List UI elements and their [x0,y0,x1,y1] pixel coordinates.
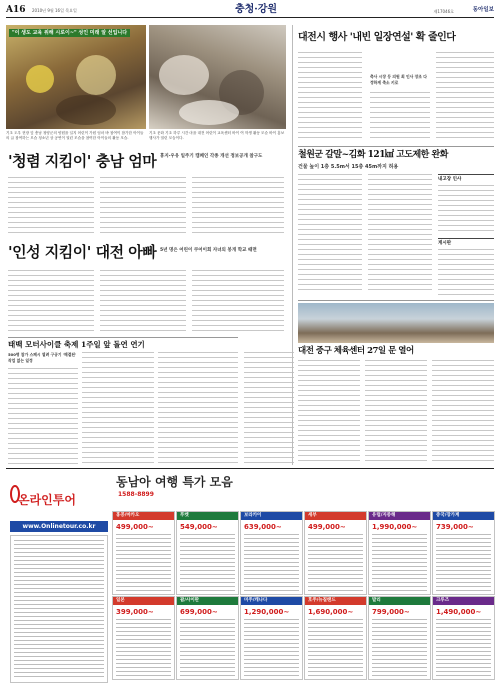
ad-cell-price: 499,000~ [308,523,346,531]
ad-cell-label: 보라카이 [241,512,302,520]
story2-body-col2 [100,270,186,334]
edition-number: 제17046호 [433,9,454,14]
story1-body-col1 [8,177,94,235]
right-story2-headline: 철원군 갈말~김화 121㎢ 고도제한 완화 [298,150,448,160]
right-story3-headline: 대전 중구 체육센터 27일 문 열어 [298,346,414,356]
section-title: 충청·강원 [234,4,278,15]
ad-cell [432,511,495,595]
ad-cell [304,596,367,680]
date-line: 2010년 9월 16일 목요일 [32,8,77,13]
advertisement-area [6,468,494,686]
story1-headline: '청렴 지킴이' 충남 엄마 [8,152,157,170]
right-story2-body-col1 [298,174,362,294]
photo-moms-event [6,25,146,129]
info-box-title: 내고장 인사 [438,177,462,182]
ad-cell-label: 홍콩/마카오 [113,512,174,520]
ad-cell-label: 일본 [113,597,174,605]
ad-banner-phone: 1588-8899 [118,491,154,498]
divider [298,146,494,147]
photo-block [6,25,286,140]
story1-body-col2 [100,177,186,235]
ad-cell-price: 1,690,000~ [308,608,354,616]
right-story1-body-col3 [436,52,494,142]
right-story2-body-col2 [368,174,432,294]
ad-cell-price: 799,000~ [372,608,410,616]
ad-banner-title: 동남아 여행 특가 모음 [116,475,233,489]
story1-body-col3 [192,177,284,235]
ad-cell [368,596,431,680]
ad-cell-label: 유럽/지중해 [369,512,430,520]
story2-headline: '인성 지킴이' 대전 아빠 [8,243,157,261]
ad-cell-price: 1,990,000~ [372,523,418,531]
story3-body-col2 [82,352,154,464]
right-story1-body-col1 [298,52,362,142]
ad-url: www.Onlinetour.co.kr [10,521,108,532]
newspaper-name: 동아일보 [472,7,494,13]
ad-cell [240,511,303,595]
ad-cell-label: 크루즈 [433,597,494,605]
ad-cell-price: 1,290,000~ [244,608,290,616]
photo-sports-center [298,303,494,343]
ad-cell-label: 푸켓 [177,512,238,520]
ad-cell-price: 399,000~ [116,608,154,616]
right-story1-headline: 대전시 행사 '내빈 일장연설' 확 줄인다 [298,32,456,43]
right-story2-subhead: 건물 높이 1층 5.5m서 15층 45m까지 허용 [298,164,399,170]
photo-tag: "이 생도 교육 위해 시로이~" 성인 미래 알 선입니다 [9,29,130,37]
ad-brand-column [10,535,108,683]
ad-brand-logo [10,475,108,519]
story3-body-col1 [8,368,78,464]
info-box-board [438,238,494,298]
ad-cell-label: 발리 [369,597,430,605]
story2-body-col1 [8,270,94,334]
ad-cell-price: 639,000~ [244,523,282,531]
right-story1-body-col2 [370,92,430,142]
story3-headline: 태백 모터사이클 축제 1주일 앞 돌연 연기 [8,340,145,349]
ad-cell-label: 중국/장가계 [433,512,494,520]
ad-brand-name: 온라인투어 [18,493,76,507]
ad-cell [240,596,303,680]
story3-body-col4 [244,352,294,464]
page-number: A16 [6,5,26,15]
ad-cell-price: 699,000~ [180,608,218,616]
ad-cell-label: 세부 [305,512,366,520]
divider [8,337,238,338]
story2-body-col3 [192,270,284,334]
ad-cell [176,511,239,595]
ad-cell-label: 미주/캐나다 [241,597,302,605]
ad-cell [304,511,367,595]
ad-cell-label: 호주/뉴질랜드 [305,597,366,605]
story1-subhead: 휴지·우유 일주기 캠페인 각종 개선 정보공개 참구도 [160,154,263,159]
photo-caption-left: 기초 도우 현장 앞 충남 청양군의 양원을 일지 어린이 가원 엄마 바 참여이 참가한 아이들의 글 참여하는 모습 청소년 상 공연이 열린 모습을 참여한 아이들의 활동 모습. [6,131,144,140]
ad-cell-price: 739,000~ [436,523,474,531]
story3-subhead: 500명 참가 스페시 열려 구공기 '해결된' 작업 없는 일정 [8,352,77,363]
photo-caption-right: 기초 문화 기초 하루 시간 마을 대전 어린이 교육센터 바이 여 학생 활동 모습 바이 홍보 행사가 열린 모습이다. [149,131,285,140]
ad-cell-price: 549,000~ [180,523,218,531]
right-story3-body-col2 [365,360,427,464]
page-header [6,4,494,18]
ad-cell [112,596,175,680]
ad-cell-price: 1,490,000~ [436,608,482,616]
ad-cell [368,511,431,595]
right-story1-subhead: 축사 시장 등 의원 최 인사 장조 다정하게 축소 키로 [370,74,427,85]
ad-banner [112,471,494,507]
info-box-title: 게시판 [438,241,452,246]
ad-cell-price: 499,000~ [116,523,154,531]
divider [298,300,494,301]
ad-cell [176,596,239,680]
column-rule [292,25,293,465]
ad-cell [432,596,495,680]
story3-body-col3 [158,352,238,464]
info-box-people [438,174,494,234]
right-story3-body-col3 [432,360,494,464]
right-story3-body-col1 [298,360,360,464]
ad-cell [112,511,175,595]
ad-cell-label: 괌/사이판 [177,597,238,605]
story2-subhead: 5년 명은 어린이 쿠어이회 자녀의 봉개 학교 때면 [160,248,257,253]
photo-classroom [149,25,286,129]
